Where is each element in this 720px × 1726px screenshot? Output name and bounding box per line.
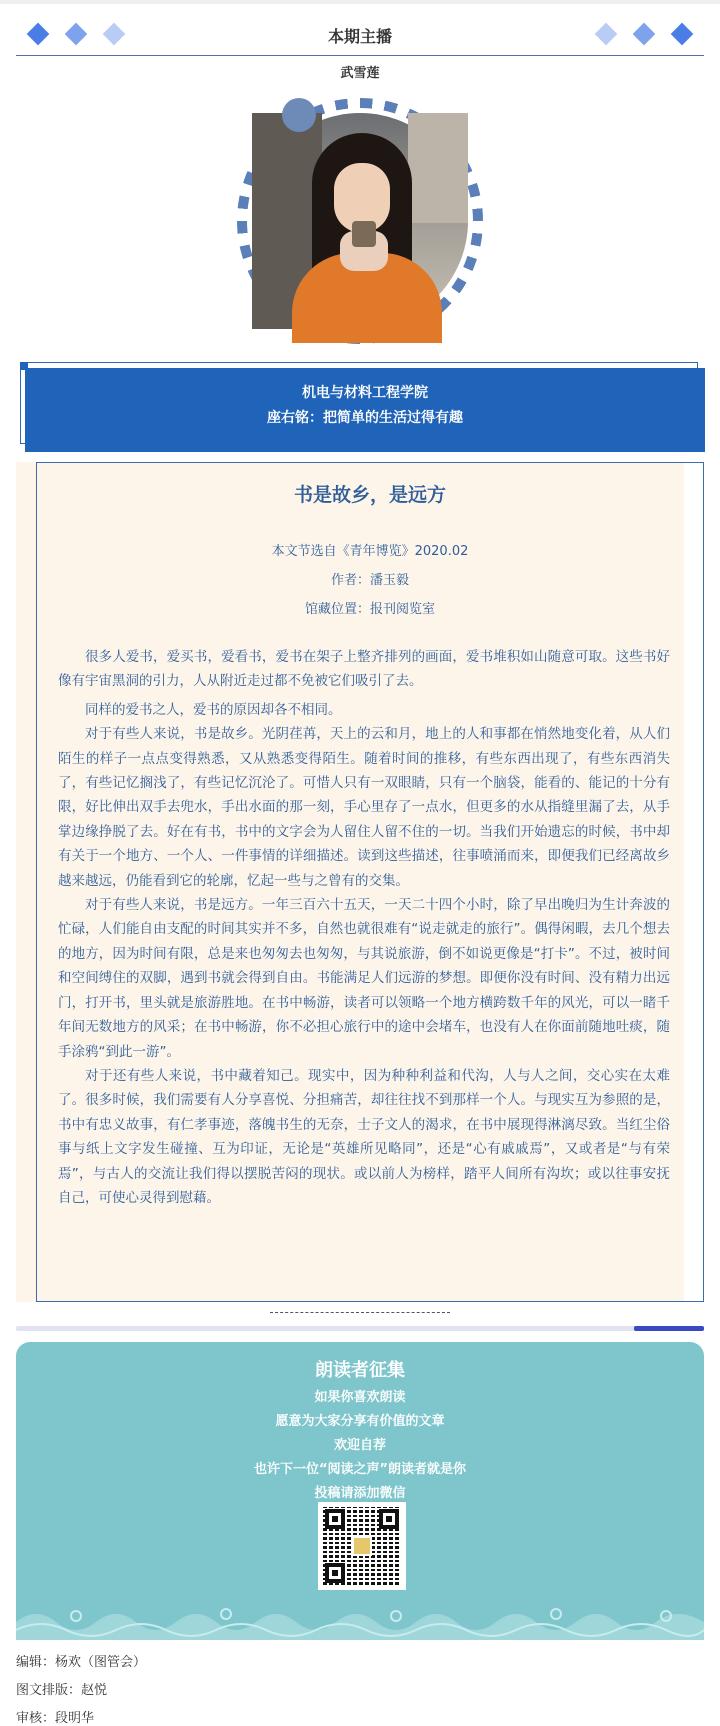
article-paragraph: 同样的爱书之人，爱书的原因却各不相同。 [85,701,342,718]
host-name: 武雪莲 [340,66,380,81]
host-info-box [25,368,705,452]
section-header [16,18,704,56]
host-motto: 座右铭：把简单的生活过得有趣 [267,410,463,426]
reader-recruit-card [16,1342,704,1640]
layout-credit: 图文排版：赵悦 [16,1683,108,1698]
article-source: 本文节选自《青年博览》2020.02 [271,544,469,559]
article-location: 馆藏位置：报刊阅览室 [304,602,435,617]
article-body [58,645,670,1210]
article-paragraph: 对于有些人来说，书是远方。一年三百六十五天，一天二十四个小时，除了早出晚归为生计奔波的忙碌，人们能自由支配的时间其实并不多，自然也就很难有“说走就走的旅行”。偶得闲暇，去几个想去的地方，因为时间有限，总是来也匆匆去也匆匆，与其说旅游，倒不如说更像是“打卡”。不过，被时间和空间缚住的双脚，遇到书就会得到自由。书能满足人们远游的梦想。即便你没有时间、没有精力出远门，打开书，里头就是旅游胜地。在书中畅游，读者可以领略一个地方横跨数千年的风光，可以一睹千年间无数地方的风采；在书中畅游，你不必担心旅行中的途中会堵车，也没有人在你面前随地吐痰，随手涂鸦“到此一游”。 [58,897,670,1060]
scroll-progress-fill [634,1326,704,1331]
dashed-divider [270,1312,450,1313]
article-paragraph: 很多人爱书，爱买书，爱看书，爱书在架子上整齐排列的画面，爱书堆积如山随意可取。这些书好像有宇宙黑洞的引力，人从附近走过都不免被它们吸引了去。 [58,649,670,690]
recruit-line: 也许下一位“阅读之声”朗读者就是你 [253,1462,467,1477]
avatar-decoration-dot [282,98,316,132]
review-credit: 审核：段明华 [16,1711,95,1726]
article-title: 书是故乡，是远方 [293,484,446,506]
top-divider [0,0,720,4]
host-photo [252,113,468,329]
recruit-line: 欢迎自荐 [333,1438,386,1453]
header-underline [16,55,704,56]
wave-decoration [16,1592,704,1640]
section-title: 本期主播 [327,27,392,46]
editor-credit: 编辑：杨欢（图管会） [16,1655,147,1670]
recruit-line: 投稿请添加微信 [314,1486,406,1501]
article-paragraph: 对于还有些人来说，书中藏着知己。现实中，因为种种利益和代沟，人与人之间，交心实在太难了。很多时候，我们需要有人分享喜悦、分担痛苦，却往往找不到那样一个人。与现实互为参照的是，书中有忠义故事，有仁孝事迹，落魄书生的无奈，士子文人的渴求，在书中展现得淋漓尽致。当红尘俗事与纸上文字发生碰撞、互为印证，无论是“英雄所见略同”，还是“心有戚戚焉”，又或者是“与有荣焉”，与古人的交流让我们得以摆脱苦闷的现状。或以前人为榜样，踏平人间所有沟坎；或以往事安抚自己，可使心灵得到慰藉。 [58,1067,670,1206]
article-paragraph: 对于有些人来说，书是故乡。光阴荏苒，天上的云和月，地上的人和事都在悄然地变化着，从人们陌生的样子一点点变得熟悉，又从熟悉变得陌生。随着时间的推移，有些东西出现了，有些东西消失了，有些记忆搁浅了，有些记忆沉沦了。可惜人只有一双眼睛，只有一个脑袋，能看的、能记的十分有限，好比伸出双手去兜水，手出水面的那一刻，手心里存了一点水，但更多的水从指缝里漏了去，从手掌边缘挣脱了去。好在有书，书中的文字会为人留住人留不住的一切。当我们开始遗忘的时候，书中却有关于一个地方、一个人、一件事情的详细描述。读到这些描述，往事喷涌而来，即便我们已经离故乡越来越远，仍能看到它的轮廓，忆起一些与之曾有的交集。 [58,726,670,889]
recruit-line: 如果你喜欢朗读 [314,1390,406,1405]
recruit-line: 愿意为大家分享有价值的文章 [275,1414,445,1429]
qr-logo-icon [352,1536,372,1556]
host-college: 机电与材料工程学院 [302,385,428,401]
article-author: 作者：潘玉毅 [330,573,409,588]
host-avatar [237,98,483,344]
recruit-title: 朗读者征集 [315,1360,405,1381]
wechat-qr-code[interactable] [318,1502,406,1590]
scroll-progress-bar [16,1326,704,1331]
